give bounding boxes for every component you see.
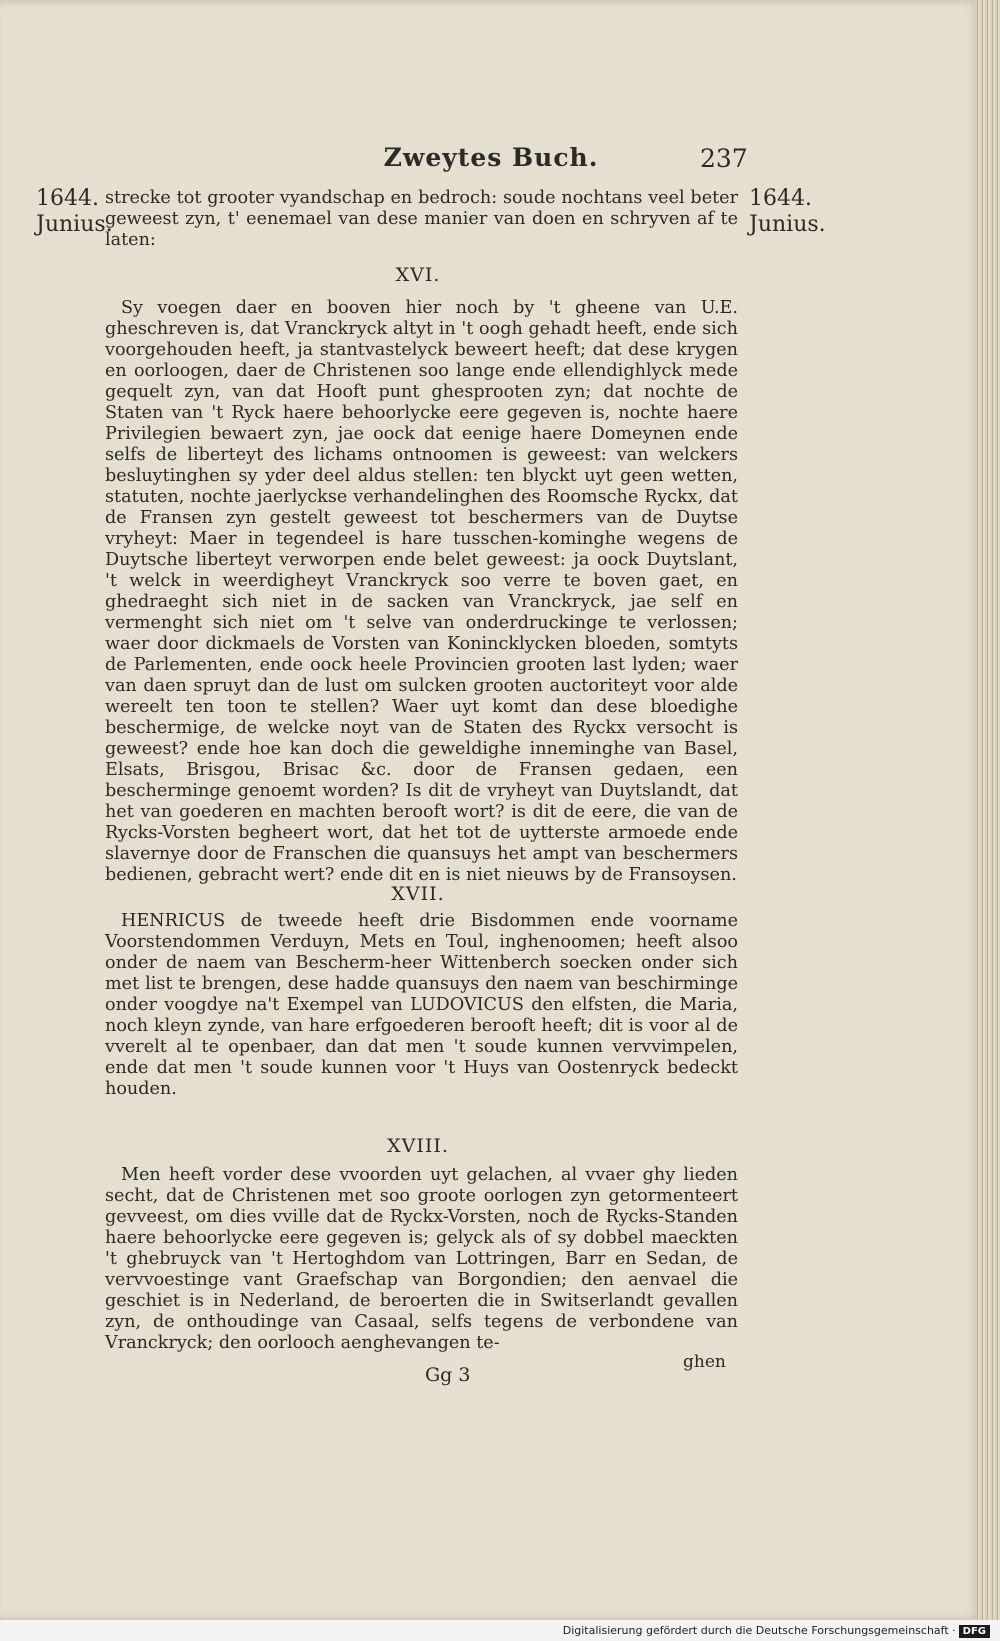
intro-paragraph: strecke tot grooter vyandschap en bedroch: soude nochtans veel beter geweest zyn, t' eenemael van dese manier van doen en schryven af te laten:	[105, 188, 738, 250]
section-text-17: HENRICUS de tweede heeft drie Bisdommen ende voorname Voorstendommen Verduyn, Mets en Toul, inghenoomen; heeft alsoo onder de naem van Bescherm-heer Wittenberch soecken onder sich met list te brengen, dese hadde quansuys den naem van beschirminge onder voogdye na't Exempel van LUDOVICUS den elfsten, die Maria, noch kleyn zynde, van hare erfgoederen berooft heeft; dit is voor al de vverelt al te openbaer, dan dat men 't soude kunnen vervvimpelen, ende dat men 't soude kunnen voor 't Huys van Oostenryck bedeckt houden.	[105, 911, 738, 1099]
margin-note-right	[749, 186, 826, 238]
dfg-credit-text: Digitalisierung gefördert durch die Deutsche Forschungsgemeinschaft ·	[562, 1624, 956, 1637]
page-number: 237	[700, 144, 748, 173]
margin-note-left	[36, 186, 113, 238]
page-edges	[975, 0, 1000, 1620]
signature-mark: Gg 3	[425, 1364, 471, 1386]
margin-month: Junius.	[749, 212, 826, 237]
section-text-16: Sy voegen daer en booven hier noch by 't gheene van U.E. gheschreven is, dat Vranckryck altyt in 't oogh gehadt heeft, ende sich voorgehouden heeft, ja stantvastelyck beweert heeft; dat dese krygen en oorloogen, daer de Christenen soo lange ende ellendighlyck mede gequelt zyn, van dat Hooft punt ghesprooten zyn; dat nochte de Staten van 't Ryck haere behoorlycke eere gegeven is, nochte haere Privilegien bewaert zyn, jae oock dat eenige haere Domeynen ende selfs de liberteyt des lichams ontnoomen is geweest: van welckers besluytinghen sy yder deel aldus stellen: ten blyckt uyt geen wetten, statuten, nochte jaerlyckse verhandelinghen des Roomsche Ryckx, dat de Fransen zyn gestelt geweest tot beschermers van de Duytse vryheyt: Maer in tegendeel is hare tusschen-kominghe wegens de Duytsche liberteyt verworpen ende belet geweest: ja oock Duytslant, 't welck in weerdigheyt Vranckryck soo verre te boven gaet, en ghedraeght sich niet in de sacken van Vranckryck, jae self en vermenght sich niet om 't selve van onderdruckinge te verlossen; waer door dickmaels de Vorsten van Konincklycken bloeden, somtyts de Parlementen, ende oock heele Provincien grooten last lyden; waer van daen spruyt dan de lust om sulcken grooten auctoriteyt voor alde wereelt ten toon te stellen? Waer uyt komt dan dese bloedighe beschermige, de welcke noyt van de Staten des Ryckx versocht is geweest? ende hoe kan doch die geweldighe inneminghe van Basel, Elsats, Brisgou, Brisac &c. door de Fransen gedaen, een bescherminge genoemt worden? Is dit de vryheyt van Duytslandt, dat het van goederen en machten berooft wort? is dit de eere, die van de Rycks-Vorsten begheert wort, dat het tot de uytterste armoede ende slavernye door de Franschen die quansuys het ampt van beschermers bedienen, gebracht wert? ende dit en is niet nieuws by de Fransoysen.	[105, 298, 738, 885]
catchword: ghen	[683, 1352, 726, 1372]
section-text-18: Men heeft vorder dese vvoorden uyt gelachen, al vvaer ghy lieden secht, dat de Christenen met soo groote oorlogen zyn getormenteert gevveest, om dies vville dat de Ryckx-Vorsten, noch de Rycks-Standen haere behoorlycke eere gegeven is; gelyck als of sy dobbel maeckten 't ghebruyck van 't Hertoghdom van Lottringen, Barr en Sedan, de vervvoestinge vant Graefschap van Borgondien; den aenvael die geschiet is in Nederland, de beroerten die in Switserlandt gevallen zyn, de onthoudinge van Casaal, selfs tegens de verbondene van Vranckryck; den oorlooch aenghevangen te-	[105, 1165, 738, 1353]
margin-year: 1644.	[36, 186, 99, 211]
margin-year: 1644.	[749, 186, 812, 211]
dfg-logo-icon: DFG	[959, 1625, 990, 1638]
running-title: Zweytes Buch.	[383, 143, 599, 172]
margin-month: Junius.	[36, 212, 113, 237]
section-heading-16: XVI.	[395, 264, 441, 286]
section-heading-18: XVIII.	[387, 1135, 449, 1157]
dfg-credit	[563, 1624, 990, 1638]
section-heading-17: XVII.	[391, 883, 445, 905]
